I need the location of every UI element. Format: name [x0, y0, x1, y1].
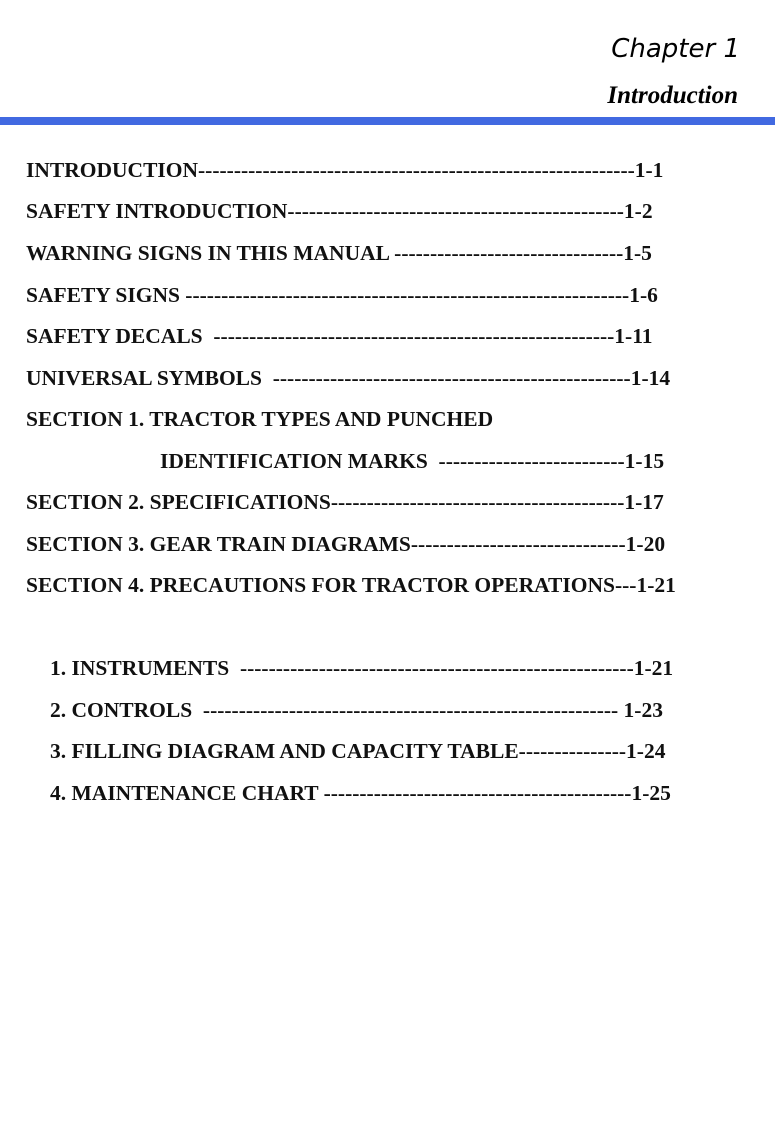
toc-subentry-maintenance-chart[interactable]: 4. MAINTENANCE CHART -------------------------------------------1-25: [50, 781, 671, 805]
toc-entry-section-2[interactable]: SECTION 2. SPECIFICATIONS-----------------------------------------1-17: [26, 490, 664, 514]
toc-entry-safety-decals[interactable]: SAFETY DECALS --------------------------------------------------------1-11: [26, 324, 653, 348]
toc-subentry-instruments[interactable]: 1. INSTRUMENTS -------------------------------------------------------1-21: [50, 656, 674, 680]
toc-entry-universal-symbols[interactable]: UNIVERSAL SYMBOLS --------------------------------------------------1-14: [26, 366, 671, 390]
toc-entry-section-3[interactable]: SECTION 3. GEAR TRAIN DIAGRAMS------------------------------1-20: [26, 532, 666, 556]
toc-entry-safety-signs[interactable]: SAFETY SIGNS --------------------------------------------------------------1-6: [26, 283, 658, 307]
toc-entry-introduction[interactable]: INTRODUCTION-------------------------------------------------------------1-1: [26, 158, 664, 182]
page-header: [0, 0, 775, 130]
toc-entry-section-1-continued[interactable]: IDENTIFICATION MARKS --------------------------1-15: [160, 449, 665, 473]
section-title: Introduction: [607, 82, 738, 109]
header-rule: [0, 117, 775, 125]
toc-entry-safety-introduction[interactable]: SAFETY INTRODUCTION-----------------------------------------------1-2: [26, 199, 653, 223]
toc-subentry-filling-diagram[interactable]: 3. FILLING DIAGRAM AND CAPACITY TABLE---------------1-24: [50, 739, 666, 763]
toc-subentry-controls[interactable]: 2. CONTROLS ---------------------------------------------------------- 1-23: [50, 698, 663, 722]
toc-entry-section-1[interactable]: SECTION 1. TRACTOR TYPES AND PUNCHED: [26, 407, 494, 431]
toc-entry-warning-signs[interactable]: WARNING SIGNS IN THIS MANUAL --------------------------------1-5: [26, 241, 652, 265]
chapter-label: Chapter 1: [611, 34, 740, 64]
toc-entry-section-4[interactable]: SECTION 4. PRECAUTIONS FOR TRACTOR OPERATIONS---1-21: [26, 573, 676, 597]
